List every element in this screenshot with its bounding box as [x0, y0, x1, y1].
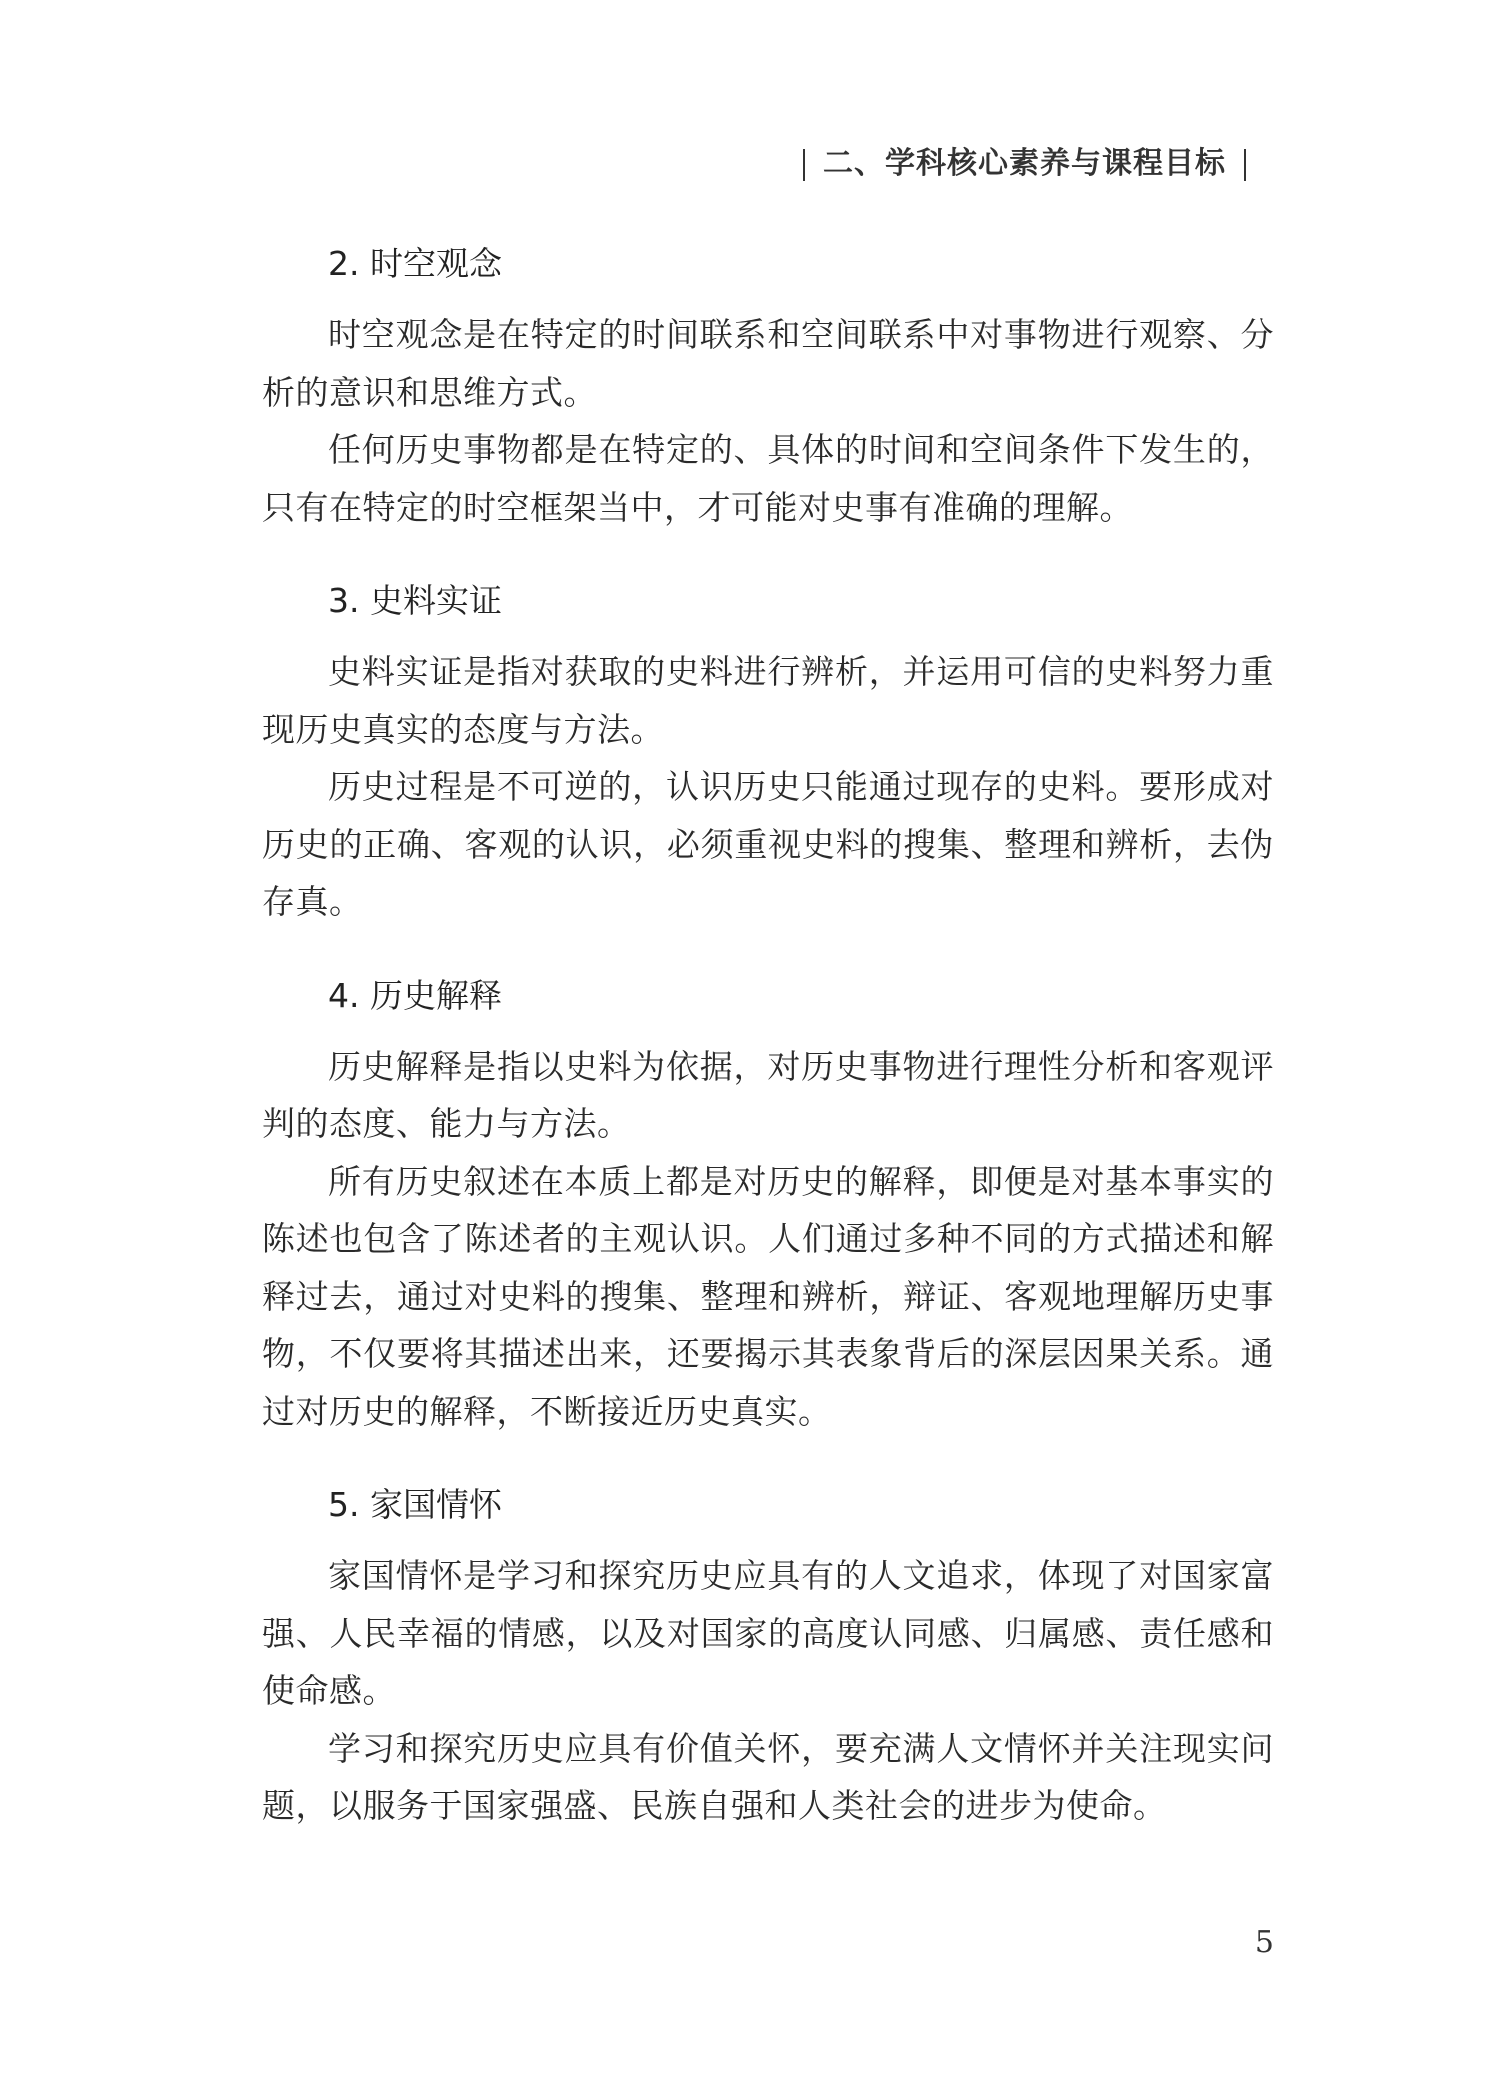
page-body [262, 232, 1274, 1835]
running-header [785, 138, 1264, 182]
header-title: 二、学科核心素养与课程目标 [823, 146, 1226, 181]
section-heading: 5. 家国情怀 [328, 1485, 502, 1524]
paragraph: 家国情怀是学习和探究历史应具有的人文追求，体现了对国家富强、人民幸福的情感，以及对国家的高度认同感、归属感、责任感和使命感。 [262, 1556, 1274, 1710]
paragraph: 历史过程是不可逆的，认识历史只能通过现存的史料。要形成对历史的正确、客观的认识，必须重视史料的搜集、整理和辨析，去伪存真。 [262, 767, 1274, 921]
header-divider-left [803, 149, 805, 181]
section-heading: 2. 时空观念 [328, 244, 502, 283]
paragraph: 学习和探究历史应具有价值关怀，要充满人文情怀并关注现实问题，以服务于国家强盛、民族自强和人类社会的进步为使命。 [262, 1728, 1274, 1825]
section-patriotism [262, 1473, 1274, 1835]
section-heading: 4. 历史解释 [328, 975, 502, 1015]
paragraph: 时空观念是在特定的时间联系和空间联系中对事物进行观察、分析的意识和思维方式。 [262, 315, 1274, 412]
section-interpretation [262, 964, 1274, 1441]
paragraph: 历史解释是指以史料为依据，对历史事物进行理性分析和客观评判的态度、能力与方法。 [262, 1046, 1274, 1143]
section-heading: 3. 史料实证 [328, 581, 502, 620]
section-spacetime [262, 232, 1274, 536]
paragraph: 任何历史事物都是在特定的、具体的时间和空间条件下发生的，只有在特定的时空框架当中，才可能对史事有准确的理解。 [262, 430, 1274, 527]
section-evidence [262, 569, 1274, 931]
paragraph: 史料实证是指对获取的史料进行辨析，并运用可信的史料努力重现历史真实的态度与方法。 [262, 652, 1274, 749]
header-divider-right [1244, 149, 1246, 181]
paragraph: 所有历史叙述在本质上都是对历史的解释，即便是对基本事实的陈述也包含了陈述者的主观认识。人们通过多种不同的方式描述和解释过去，通过对史料的搜集、整理和辨析，辩证、客观地理解历史事物，不仅要将其描述出来，还要揭示其表象背后的深层因果关系。通过对历史的解释，不断接近历史真实。 [262, 1161, 1274, 1431]
page-number: 5 [1254, 1925, 1274, 1960]
